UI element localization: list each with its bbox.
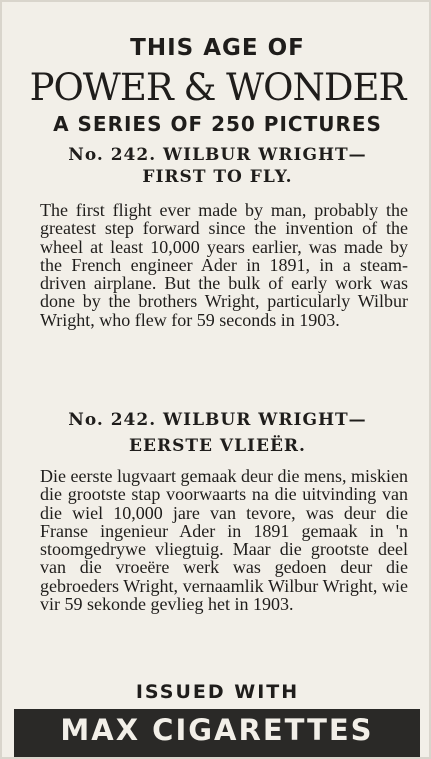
brand-name: MAX CIGARETTES: [60, 713, 374, 747]
brand-banner: [14, 709, 420, 757]
issued-with-label: ISSUED WITH: [135, 681, 300, 703]
series-header-line1: THIS AGE OF: [130, 35, 305, 61]
series-title: POWER & WONDER: [29, 66, 406, 109]
english-title-line1: No. 242. WILBUR WRIGHT—: [68, 145, 367, 165]
afrikaans-title-line2: EERSTE VLIEËR.: [129, 436, 306, 456]
afrikaans-description: Die eerste lugvaart gemaak deur die mens, miskien die grootste stap voorwaarts na die uitvinding van die wiel 10,000 jare van tevore, was deur die Franse ingenieur Ader in 1891 gemaak in 'n stoomgedrywe vliegtuig. Maar die grootste deel van die vroeëre werk was gedoen deur die gebroeders Wright, vernaamlik Wilbur Wright, wie vir 59 sekonde gevlieg het in 1903.: [40, 466, 408, 615]
english-description: The first flight ever made by man, probably the greatest step forward since the invention of the wheel at least 10,000 years earlier, was made by the French engineer Ader in 1891, in a steam-driven airplane. But the bulk of early work was done by the brothers Wright, particularly Wilbur Wright, who flew for 59 seconds in 1903.: [40, 200, 408, 330]
english-title-line2: FIRST TO FLY.: [142, 167, 293, 187]
afrikaans-title-line1: No. 242. WILBUR WRIGHT—: [68, 410, 367, 430]
series-subtitle: A SERIES OF 250 PICTURES: [53, 112, 382, 136]
